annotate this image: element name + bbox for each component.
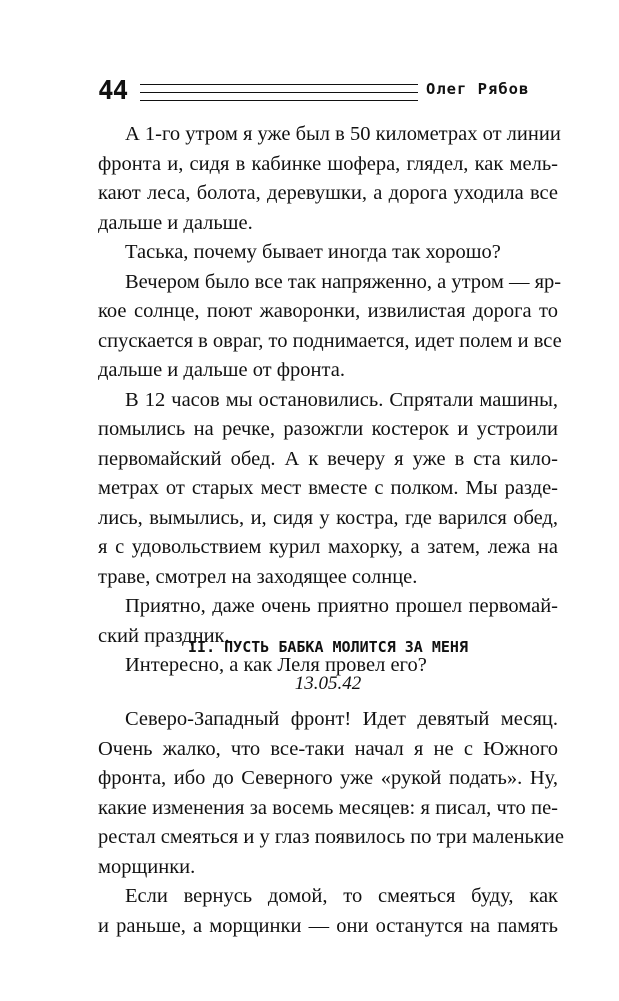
text-line: первомайский обед. А к вечеру я уже в ста кило- <box>98 447 558 470</box>
text-line: рестал смеяться и у глаз появилось по три маленькие <box>98 826 564 848</box>
chapter-date: 13.05.42 <box>294 673 362 694</box>
text-line: кое солнце, поют жаворонки, извилистая дорога то <box>98 300 558 322</box>
text-line: дальше и дальше. <box>98 211 253 234</box>
text-line: В 12 часов мы остановились. Спрятали машины, <box>125 388 558 411</box>
body-text-part-1 <box>98 120 562 681</box>
header-rule <box>140 92 418 93</box>
page-number: 44 <box>98 76 128 106</box>
text-line: метрах от старых мест вместе с полком. Мы разде- <box>98 477 558 499</box>
text-line: Приятно, даже очень приятно прошел первомай- <box>125 595 558 617</box>
text-line: траве, смотрел на заходящее солнце. <box>98 565 418 588</box>
text-line: фронта и, сидя в кабинке шофера, глядел, как мель- <box>98 152 558 175</box>
text-line: какие изменения за восемь месяцев: я писал, что пе- <box>98 796 558 819</box>
text-line: я с удовольствием курил махорку, а затем, лежа на <box>98 536 558 558</box>
text-line: А 1-го утром я уже был в 50 километрах от линии <box>125 123 561 145</box>
text-line: Северо-Западный фронт! Идет девятый месяц. <box>125 708 558 730</box>
text-line: Интересно, а как Леля провел его? <box>125 654 427 676</box>
text-line: помылись на речке, разожгли костерок и устроили <box>98 418 558 440</box>
text-line: спускается в овраг, то поднимается, идет полем и все <box>98 329 562 352</box>
chapter-heading: II. ПУСТЬ БАБКА МОЛИТСЯ ЗА МЕНЯ <box>188 638 468 656</box>
header-rule <box>140 100 418 101</box>
text-line: Вечером было все так напряженно, а утром — яр- <box>125 270 562 293</box>
text-line: ский праздник. <box>98 624 230 647</box>
text-line: Если вернусь домой, то смеяться буду, как <box>125 885 558 907</box>
running-header <box>0 0 619 110</box>
header-rule <box>140 84 418 85</box>
text-line: Очень жалко, что все-таки начал я не с Южного <box>98 737 558 760</box>
text-line: лись, вымылись, и, сидя у костра, где варился обед, <box>98 506 558 529</box>
text-line: и раньше, а морщинки — они останутся на память <box>98 914 558 937</box>
text-line: Таська, почему бывает иногда так хорошо? <box>125 241 501 263</box>
text-line: кают леса, болота, деревушки, а дорога уходила все <box>98 182 558 204</box>
text-line: дальше и дальше от фронта. <box>98 359 345 381</box>
author-name: Олег Рябов <box>426 80 530 98</box>
text-line: морщинки. <box>98 855 196 878</box>
body-text-part-2 <box>98 705 564 941</box>
text-line: фронта, ибо до Северного уже «рукой подать». Ну, <box>98 767 558 789</box>
